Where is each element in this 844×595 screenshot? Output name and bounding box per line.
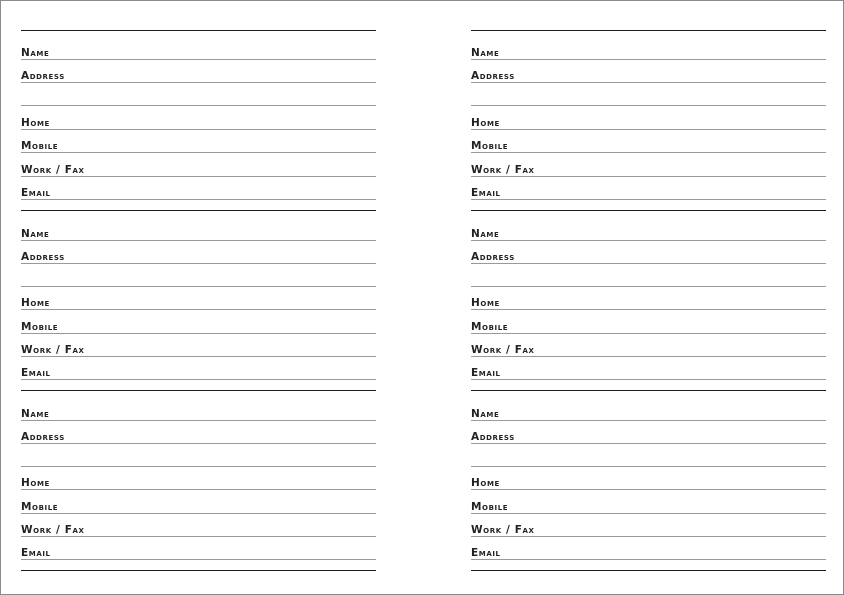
address-field[interactable] — [21, 59, 376, 83]
work-fax-field[interactable] — [21, 513, 376, 537]
address-line-2[interactable] — [471, 82, 826, 106]
name-field[interactable] — [21, 397, 376, 421]
address-label: Address — [471, 430, 515, 443]
address-label: Address — [471, 250, 515, 263]
address-label: Address — [471, 69, 515, 82]
mobile-label: Mobile — [471, 500, 509, 513]
left-column — [21, 30, 376, 571]
mobile-field[interactable] — [21, 310, 376, 334]
home-label: Home — [471, 296, 500, 309]
address-label: Address — [21, 69, 65, 82]
address-line-2[interactable] — [21, 443, 376, 467]
email-label: Email — [21, 186, 51, 199]
work-fax-label: Work / Fax — [21, 343, 85, 356]
email-label: Email — [21, 546, 51, 559]
email-label: Email — [21, 366, 51, 379]
right-column — [471, 30, 826, 571]
address-line-2[interactable] — [471, 263, 826, 287]
name-field[interactable] — [471, 397, 826, 421]
name-field[interactable] — [471, 36, 826, 60]
work-fax-label: Work / Fax — [471, 163, 535, 176]
mobile-label: Mobile — [471, 139, 509, 152]
mobile-label: Mobile — [471, 320, 509, 333]
work-fax-label: Work / Fax — [21, 163, 85, 176]
address-field[interactable] — [471, 240, 826, 264]
email-field[interactable] — [471, 536, 826, 560]
contact-entry — [471, 211, 826, 391]
mobile-field[interactable] — [21, 490, 376, 514]
work-fax-field[interactable] — [21, 333, 376, 357]
work-fax-field[interactable] — [21, 153, 376, 177]
address-line-2[interactable] — [21, 263, 376, 287]
work-fax-label: Work / Fax — [471, 343, 535, 356]
home-label: Home — [21, 476, 50, 489]
name-label: Name — [471, 46, 500, 59]
name-label: Name — [21, 46, 50, 59]
home-field[interactable] — [21, 106, 376, 130]
name-field[interactable] — [21, 36, 376, 60]
mobile-label: Mobile — [21, 139, 59, 152]
name-field[interactable] — [471, 217, 826, 241]
email-field[interactable] — [21, 536, 376, 560]
entry-divider — [21, 570, 376, 571]
mobile-field[interactable] — [471, 490, 826, 514]
address-line-2[interactable] — [471, 443, 826, 467]
email-label: Email — [471, 366, 501, 379]
home-label: Home — [21, 116, 50, 129]
home-label: Home — [471, 116, 500, 129]
name-label: Name — [471, 227, 500, 240]
address-field[interactable] — [471, 420, 826, 444]
home-field[interactable] — [471, 466, 826, 490]
contact-entry — [21, 31, 376, 211]
mobile-field[interactable] — [21, 129, 376, 153]
home-label: Home — [21, 296, 50, 309]
email-label: Email — [471, 186, 501, 199]
work-fax-field[interactable] — [471, 333, 826, 357]
email-field[interactable] — [21, 176, 376, 200]
work-fax-field[interactable] — [471, 153, 826, 177]
work-fax-label: Work / Fax — [471, 523, 535, 536]
address-label: Address — [21, 250, 65, 263]
email-label: Email — [471, 546, 501, 559]
work-fax-label: Work / Fax — [21, 523, 85, 536]
work-fax-field[interactable] — [471, 513, 826, 537]
home-field[interactable] — [21, 286, 376, 310]
address-field[interactable] — [21, 420, 376, 444]
email-field[interactable] — [21, 356, 376, 380]
contact-entry — [21, 391, 376, 571]
mobile-label: Mobile — [21, 500, 59, 513]
entry-divider — [471, 570, 826, 571]
name-label: Name — [471, 407, 500, 420]
address-field[interactable] — [471, 59, 826, 83]
email-field[interactable] — [471, 176, 826, 200]
mobile-field[interactable] — [471, 129, 826, 153]
home-field[interactable] — [471, 106, 826, 130]
email-field[interactable] — [471, 356, 826, 380]
home-field[interactable] — [21, 466, 376, 490]
name-label: Name — [21, 407, 50, 420]
address-field[interactable] — [21, 240, 376, 264]
mobile-label: Mobile — [21, 320, 59, 333]
contact-entry — [471, 391, 826, 571]
home-label: Home — [471, 476, 500, 489]
home-field[interactable] — [471, 286, 826, 310]
name-label: Name — [21, 227, 50, 240]
address-label: Address — [21, 430, 65, 443]
name-field[interactable] — [21, 217, 376, 241]
contact-entry — [21, 211, 376, 391]
address-line-2[interactable] — [21, 82, 376, 106]
contact-entry — [471, 31, 826, 211]
mobile-field[interactable] — [471, 310, 826, 334]
